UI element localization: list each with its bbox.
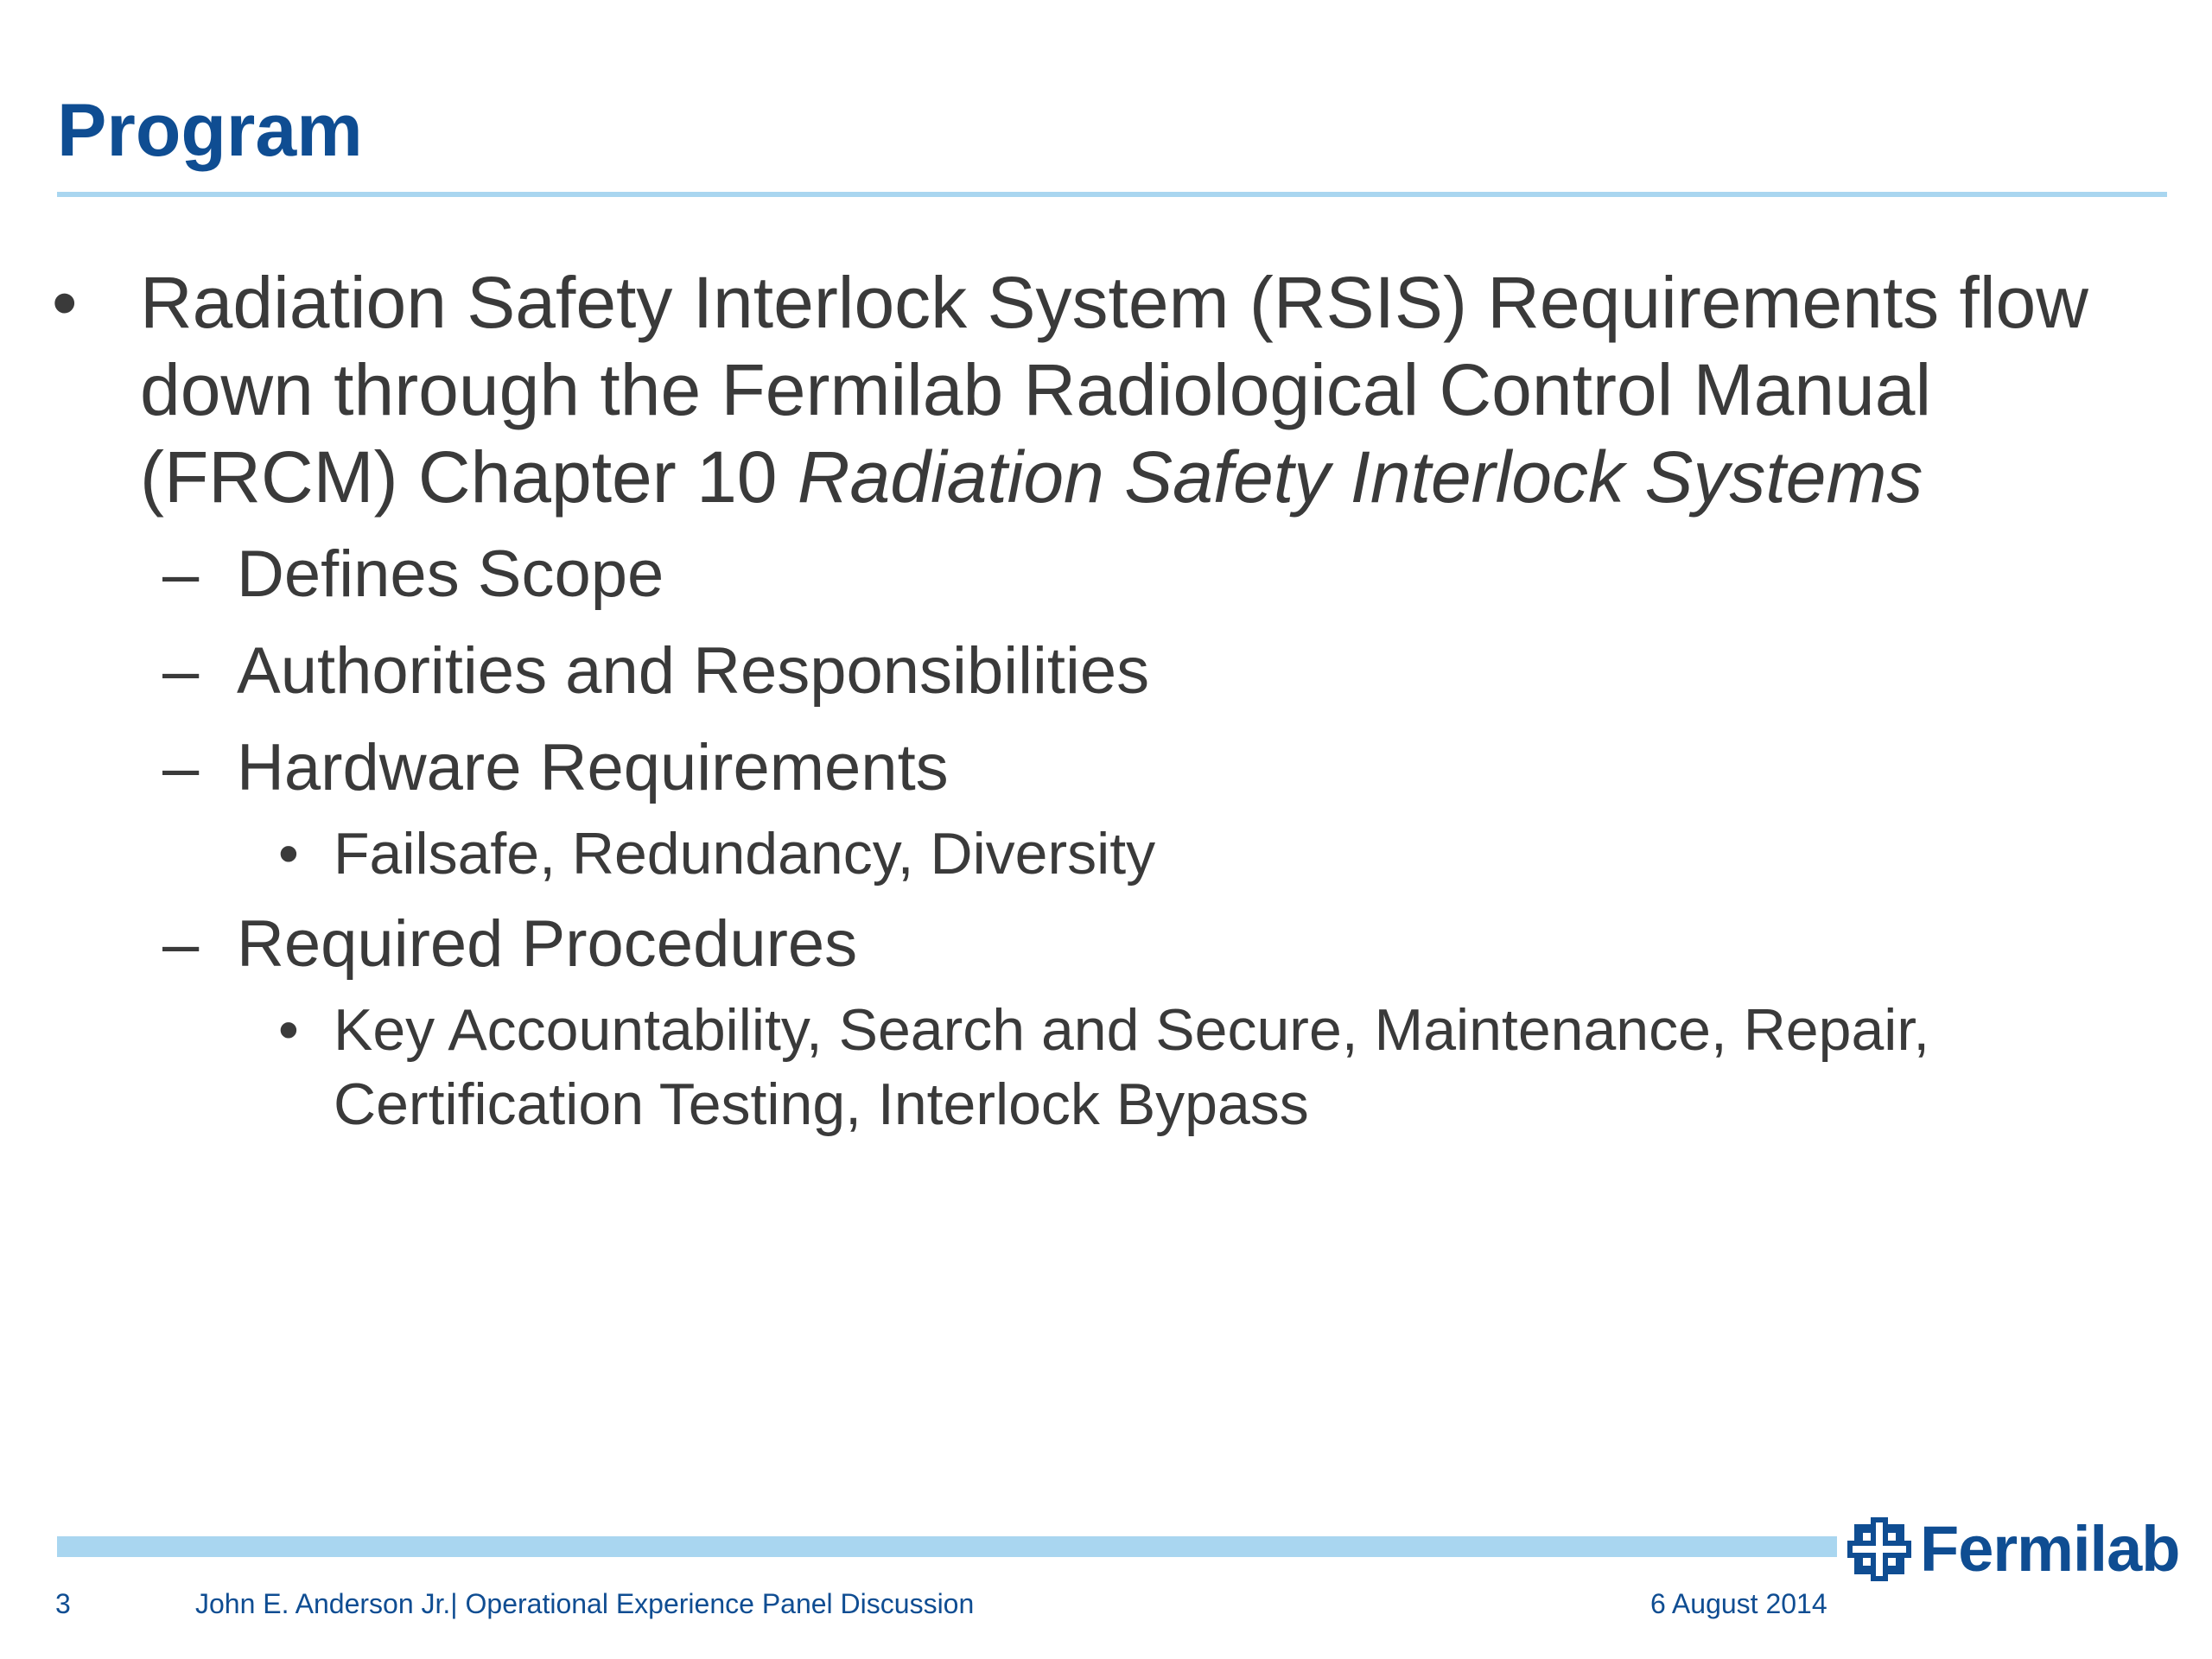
sub-sub-bullet-text: Key Accountability, Search and Secure, Maintenance, Repair, Certification Testing, Interlock Bypass bbox=[334, 997, 1930, 1137]
dash-marker: – bbox=[162, 537, 200, 611]
fermilab-logo-icon bbox=[1847, 1517, 1911, 1581]
slide-content bbox=[52, 259, 2143, 1141]
sub-bullet-text: Authorities and Responsibilities bbox=[237, 634, 1150, 708]
bullet-main bbox=[52, 259, 2143, 521]
sub-bullet bbox=[52, 628, 2143, 715]
bullet-marker: • bbox=[52, 262, 78, 343]
sub-bullet bbox=[52, 901, 2143, 988]
title-divider bbox=[57, 192, 2167, 197]
dash-marker: – bbox=[162, 907, 200, 981]
page-number: 3 bbox=[55, 1588, 71, 1619]
presentation-date: 6 August 2014 bbox=[1650, 1588, 1827, 1619]
sub-sub-bullet bbox=[52, 817, 2143, 891]
sub-sub-bullet-text: Failsafe, Redundancy, Diversity bbox=[334, 821, 1156, 887]
sub-sub-bullet bbox=[52, 993, 2143, 1141]
bullet-main-text: Radiation Safety Interlock System (RSIS) Requirements flow down through the Fermilab Radiological Control Manual (FRCM) Chapter 10 bbox=[140, 262, 2088, 518]
sub-bullet bbox=[52, 725, 2143, 811]
dash-marker: – bbox=[162, 731, 200, 804]
bullet-main-italic: Radiation Safety Interlock Systems bbox=[797, 436, 1923, 518]
slide-title: Program bbox=[57, 89, 363, 172]
sub-bullet-text: Required Procedures bbox=[237, 907, 858, 981]
presenter-info: John E. Anderson Jr.| Operational Experience Panel Discussion bbox=[195, 1588, 975, 1619]
sub-bullet-text: Defines Scope bbox=[237, 537, 664, 611]
sub-bullet-text: Hardware Requirements bbox=[237, 731, 949, 804]
dash-marker: – bbox=[162, 634, 200, 708]
logo-text: Fermilab bbox=[1920, 1513, 2180, 1585]
sub-bullet bbox=[52, 531, 2143, 618]
footer-bar bbox=[57, 1536, 1837, 1557]
fermilab-logo bbox=[1847, 1512, 2179, 1586]
bullet-marker: • bbox=[278, 821, 299, 887]
bullet-marker: • bbox=[278, 997, 299, 1063]
